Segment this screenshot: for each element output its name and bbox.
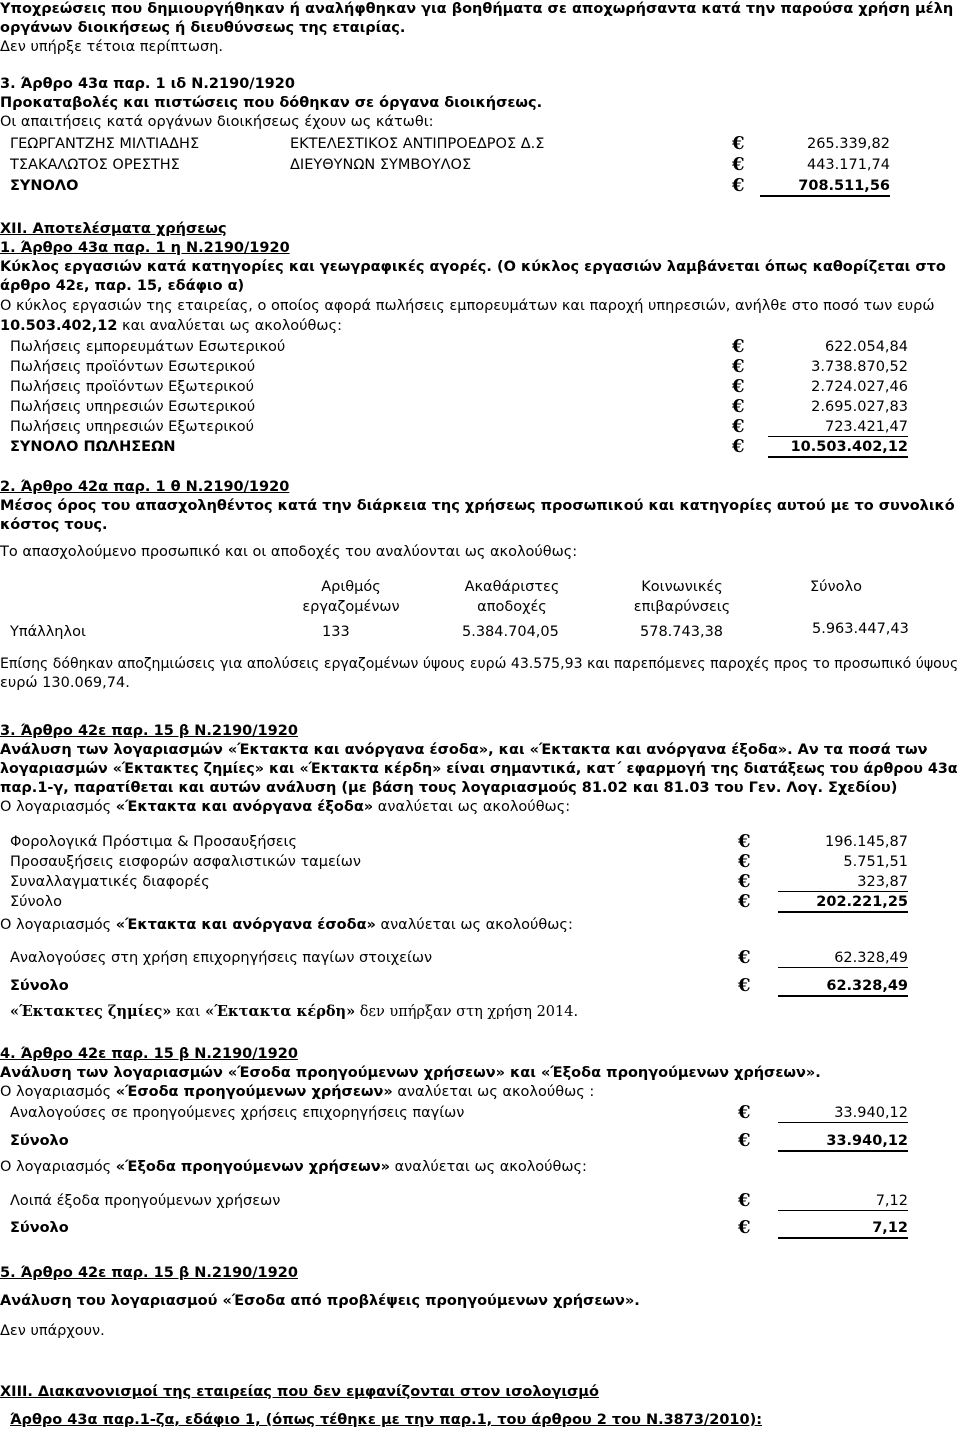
intro-line-2: οργάνων διοικήσεως ή διευθύνσεως της εταιρίας.: [0, 20, 406, 36]
s3b-title-2: λογαριασμών «Έκτακτες ζημίες» και «Έκτακτα κέρδη» είναι σημαντικά, κατ΄ εφαρμογή της διατάξεως του άρθρου 43α: [0, 761, 958, 777]
col-social-1: Κοινωνικές: [641, 579, 723, 595]
expense-row-label: Συναλλαγματικές διαφορές: [10, 874, 210, 890]
note-text: και: [171, 1004, 206, 1020]
s3-row1-name: ΓΕΩΡΓΑΝΤΖΗΣ ΜΙΛΤΙΑΔΗΣ: [10, 136, 200, 152]
s3-subheading: Προκαταβολές και πιστώσεις που δόθηκαν σε όργανα διοικήσεως.: [0, 95, 543, 111]
intro-text: αναλύεται ως ακολούθως:: [390, 1159, 587, 1175]
sales-row-label: Πωλήσεις υπηρεσιών Εξωτερικού: [10, 419, 255, 435]
xiii-sub: Άρθρο 43α παρ.1-ζα, εδάφιο 1, (όπως τέθηκε με την παρ.1, του άρθρου 2 του Ν.3873/2010):: [10, 1412, 763, 1428]
s5-heading: 5. Άρθρο 42ε παρ. 15 β Ν.2190/1920: [0, 1265, 298, 1281]
s3b-extra-note: [10, 1003, 578, 1021]
expense-row-label: Φορολογικά Πρόστιμα & Προσαυξήσεις: [10, 834, 297, 850]
s4-income-total: 33.940,12: [778, 1132, 908, 1152]
s4-income-row-label: Αναλογούσες σε προηγούμενες χρήσεις επιχορηγήσεις παγίων: [10, 1105, 465, 1121]
s4-heading: 4. Άρθρο 42ε παρ. 15 β Ν.2190/1920: [0, 1046, 298, 1062]
s4-expense-row-label: Λοιπά έξοδα προηγούμενων χρήσεων: [10, 1193, 281, 1209]
s3b-heading: 3. Άρθρο 42ε παρ. 15 β Ν.2190/1920: [0, 723, 298, 739]
s2-title-2: κόστος τους.: [0, 517, 108, 533]
col-gross-2: αποδοχές: [477, 599, 547, 615]
turnover-amount: 10.503.402,12: [0, 318, 118, 334]
s5-text: Δεν υπάρχουν.: [0, 1323, 105, 1339]
s3-row2-amount: 443.171,74: [806, 157, 890, 173]
euro-icon: €: [738, 1130, 751, 1151]
sales-total-label: ΣΥΝΟΛΟ ΠΩΛΗΣΕΩΝ: [10, 439, 176, 455]
euro-icon: €: [732, 175, 745, 196]
xii-s1-title-1: Κύκλος εργασιών κατά κατηγορίες και γεωγραφικές αγορές. (Ο κύκλος εργασιών λαμβάνεται όπως καθορίζεται στο: [0, 259, 946, 275]
s2-heading: 2. Άρθρο 42α παρ. 1 θ Ν.2190/1920: [0, 479, 290, 495]
euro-icon: €: [732, 133, 745, 154]
intro-line-3: Δεν υπήρξε τέτοια περίπτωση.: [0, 39, 224, 55]
intro-text: Ο λογαριασμός: [0, 917, 116, 933]
s4-exp-intro: [0, 1158, 587, 1176]
euro-icon: €: [732, 436, 745, 457]
account-name: «Έκτακτα κέρδη»: [205, 1003, 356, 1020]
income-row-value: 62.328,49: [778, 949, 908, 968]
s3b-title-1: Ανάλυση των λογαριασμών «Έκτακτα και ανόργανα έσοδα», και «Έκτακτα και ανόργανα έξοδα». Αν τα ποσά των: [0, 742, 928, 758]
expense-total: 202.221,25: [778, 893, 908, 913]
euro-icon: €: [738, 1102, 751, 1123]
s3-row1-role: ΕΚΤΕΛΕΣΤΙΚΟΣ ΑΝΤΙΠΡΟΕΔΡΟΣ Δ.Σ: [290, 136, 545, 152]
xii-heading: XII. Αποτελέσματα χρήσεως: [0, 221, 227, 237]
euro-icon: €: [738, 871, 751, 892]
s4-income-total-label: Σύνολο: [10, 1133, 69, 1149]
sales-row-value: 2.724.027,46: [811, 379, 908, 395]
xiii-heading: XIII. Διακανονισμοί της εταιρείας που δεν εμφανίζονται στον ισολογισμό: [0, 1384, 599, 1400]
s2-note-2: ευρώ 130.069,74.: [0, 675, 130, 691]
intro-line-1: Υποχρεώσεις που δημιουργήθηκαν ή αναλήφθηκαν για βοηθήματα σε αποχωρήσαντα κατά την παρούσα χρήση μέλη: [0, 1, 954, 17]
s4-income-row-value: 33.940,12: [778, 1104, 908, 1123]
intro-text: αναλύεται ως ακολούθως:: [375, 917, 573, 933]
sales-row-value: 723.421,47: [768, 418, 908, 437]
s2-note-1: Επίσης δόθηκαν αποζημιώσεις για απολύσεις εργαζομένων ύψους ευρώ 43.575,93 και παρεπόμενες παροχές προς το προσωπικό ύψους: [0, 656, 959, 672]
staff-row-gross: 5.384.704,05: [462, 624, 559, 640]
account-name: «Έξοδα προηγούμενων χρήσεων»: [115, 1159, 391, 1175]
s5-title: Ανάλυση του λογαριασμού «Έσοδα από προβλέψεις προηγούμενων χρήσεων».: [0, 1293, 640, 1309]
col-employees-2: εργαζομένων: [302, 599, 400, 615]
intro-text: αναλύεται ως ακολούθως :: [392, 1084, 595, 1100]
col-gross-1: Ακαθάριστες: [464, 579, 560, 595]
expense-row-value: 323,87: [778, 873, 908, 892]
account-name: «Έκτακτες ζημίες»: [10, 1003, 172, 1020]
s2-text: Το απασχολούμενο προσωπικό και οι αποδοχές του αναλύονται ως ακολούθως:: [0, 544, 578, 560]
sales-row-label: Πωλήσεις προϊόντων Εξωτερικού: [10, 379, 255, 395]
euro-icon: €: [738, 1217, 751, 1238]
staff-row-total: 5.963.447,43: [812, 621, 909, 637]
intro-text: Ο λογαριασμός: [0, 1159, 116, 1175]
s4-title: Ανάλυση των λογαριασμών «Έσοδα προηγούμενων χρήσεων» και «Έξοδα προηγούμενων χρήσεων».: [0, 1065, 821, 1081]
note-text: δεν υπήρξαν στη χρήση 2014.: [355, 1004, 579, 1020]
account-name: «Έκτακτα και ανόργανα έσοδα»: [115, 917, 376, 933]
euro-icon: €: [738, 891, 751, 912]
intro-text: Ο λογαριασμός: [0, 1084, 116, 1100]
expense-row-label: Προσαυξήσεις εισφορών ασφαλιστικών ταμείων: [10, 854, 361, 870]
income-total-label: Σύνολο: [10, 978, 69, 994]
s3-heading: 3. Άρθρο 43α παρ. 1 ιδ Ν.2190/1920: [0, 76, 295, 92]
sales-row-label: Πωλήσεις προϊόντων Εσωτερικού: [10, 359, 256, 375]
xii-s1-text-1: Ο κύκλος εργασιών της εταιρείας, ο οποίος αφορά πωλήσεις εμπορευμάτων και παροχή υπηρεσιών, ανήλθε στο ποσό των ευρώ: [0, 298, 935, 314]
account-name: «Έσοδα προηγούμενων χρήσεων»: [115, 1084, 393, 1100]
sales-row-label: Πωλήσεις εμπορευμάτων Εσωτερικού: [10, 339, 286, 355]
sales-row-value: 622.054,84: [824, 339, 908, 355]
income-row-label: Αναλογούσες στη χρήση επιχορηγήσεις παγίων στοιχείων: [10, 950, 433, 966]
s2-title-1: Μέσος όρος του απασχοληθέντος κατά την διάρκεια της χρήσεως προσωπικού και κατηγορίες αυτού με το συνολικό: [0, 498, 955, 514]
xii-s1-heading: 1. Άρθρο 43α παρ. 1 η Ν.2190/1920: [0, 240, 290, 256]
account-name: «Έκτακτα και ανόργανα έξοδα»: [115, 799, 374, 815]
intro-text: Ο λογαριασμός: [0, 799, 116, 815]
s3-text: Οι απαιτήσεις κατά οργάνων διοικήσεως έχουν ως κάτωθι:: [0, 114, 434, 130]
euro-icon: €: [738, 975, 751, 996]
euro-icon: €: [732, 376, 745, 397]
s4-expense-total: 7,12: [778, 1219, 908, 1239]
col-employees-1: Αριθμός: [321, 579, 381, 595]
s3b-title-3: παρ.1-γ, παρατίθεται και αυτών ανάλυση (με βάση τους λογαριασμούς 81.02 και 81.03 του Γεν. Λογ. Σχεδίου): [0, 780, 898, 796]
s4-inc-intro: [0, 1083, 594, 1101]
sales-row-label: Πωλήσεις υπηρεσιών Εσωτερικού: [10, 399, 256, 415]
col-social-2: επιβαρύνσεις: [633, 599, 731, 615]
xii-s1-title-2: άρθρο 42ε, παρ. 15, εδάφιο α): [0, 278, 245, 294]
sales-row-value: 2.695.027,83: [811, 399, 908, 415]
euro-icon: €: [732, 154, 745, 175]
s4-expense-row-value: 7,12: [778, 1192, 908, 1211]
s3-total-label: ΣΥΝΟΛΟ: [10, 178, 79, 194]
xii-s1-text-2: [0, 317, 342, 335]
s4-expense-total-label: Σύνολο: [10, 1220, 69, 1236]
euro-icon: €: [732, 416, 745, 437]
euro-icon: €: [738, 831, 751, 852]
expense-row-value: 5.751,51: [843, 854, 908, 870]
expense-total-label: Σύνολο: [10, 894, 62, 910]
expense-row-value: 196.145,87: [824, 834, 908, 850]
euro-icon: €: [738, 947, 751, 968]
s3-row1-amount: 265.339,82: [806, 136, 890, 152]
euro-icon: €: [732, 336, 745, 357]
s3b-inc-intro: [0, 916, 573, 934]
turnover-text: και αναλύεται ως ακολούθως:: [117, 318, 342, 334]
s3-row2-role: ΔΙΕΥΘΥΝΩΝ ΣΥΜΒΟΥΛΟΣ: [290, 157, 472, 173]
staff-row-social: 578.743,38: [640, 624, 724, 640]
intro-text: αναλύεται ως ακολούθως:: [373, 799, 571, 815]
euro-icon: €: [738, 1190, 751, 1211]
euro-icon: €: [732, 356, 745, 377]
euro-icon: €: [738, 851, 751, 872]
sales-row-value: 3.738.870,52: [811, 359, 908, 375]
staff-row-count: 133: [322, 624, 350, 640]
s3-row2-name: ΤΣΑΚΑΛΩΤΟΣ ΟΡΕΣΤΗΣ: [10, 157, 180, 173]
sales-total: 10.503.402,12: [768, 438, 908, 458]
staff-row-label: Υπάλληλοι: [10, 624, 86, 640]
euro-icon: €: [732, 396, 745, 417]
income-total: 62.328,49: [778, 977, 908, 997]
s3-total: 708.511,56: [760, 177, 890, 197]
col-total: Σύνολο: [810, 579, 862, 595]
s3b-exp-intro: [0, 798, 570, 816]
